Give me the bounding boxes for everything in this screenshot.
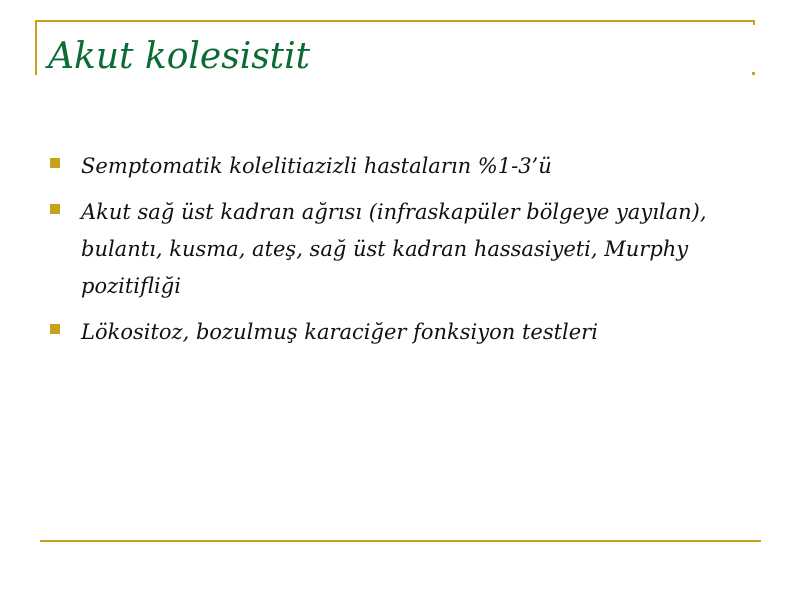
bullet-text: Semptomatik kolelitiazizli hastaların %1-3’ü xyxy=(81,154,552,178)
frame-left-line xyxy=(35,20,37,75)
bullet-item xyxy=(50,194,740,305)
bullet-item xyxy=(50,148,740,185)
frame-right-tick xyxy=(753,20,755,25)
frame-top-line xyxy=(35,20,755,22)
slide-title: Akut kolesistit xyxy=(48,36,311,77)
frame-bottom-line xyxy=(40,540,761,542)
bullet-item xyxy=(50,314,740,351)
bullet-text: Lökositoz, bozulmuş karaciğer fonksiyon testleri xyxy=(81,320,598,344)
bullet-text: Akut sağ üst kadran ağrısı (infraskapüler bölgeye yayılan), bulantı, kusma, ateş, sağ üst kadran hassasiyeti, Murphy pozitifliği xyxy=(81,200,707,298)
square-bullet-icon xyxy=(50,158,60,168)
square-bullet-icon xyxy=(50,204,60,214)
square-bullet-icon xyxy=(50,324,60,334)
bullet-list xyxy=(50,148,740,360)
frame-dot xyxy=(752,72,755,75)
